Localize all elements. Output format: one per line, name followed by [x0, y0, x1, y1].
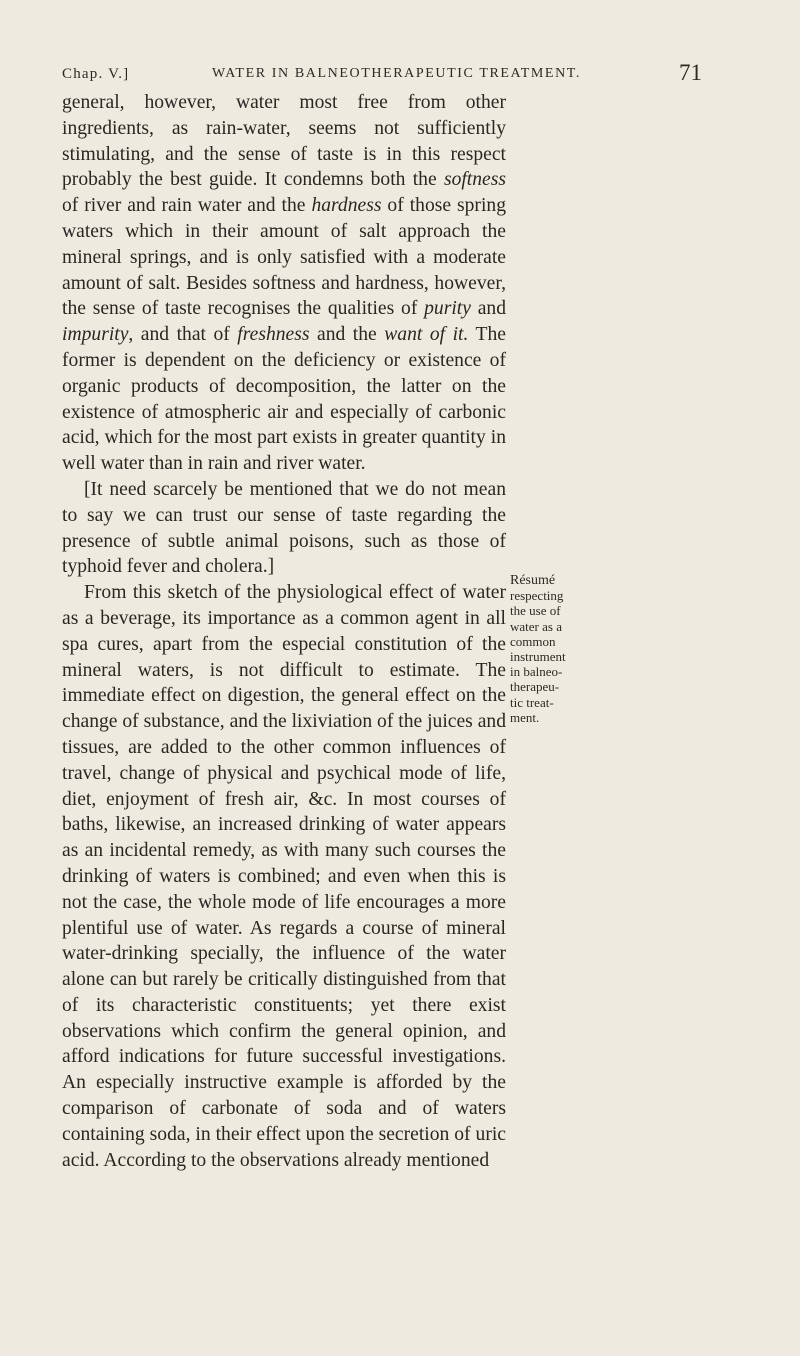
margin-note-line: instrument: [510, 649, 566, 665]
chapter-label: Chap. V.]: [62, 66, 130, 82]
emphasis-softness: softness: [443, 169, 506, 191]
margin-note-line: common: [510, 633, 556, 649]
emphasis-hardness: hardness: [311, 195, 382, 217]
paragraph-bracket-note: [It need scarcely be mentioned that we do not mean to say we can trust our sense of taste regarding the presence of subtle animal poisons, such as those of typhoid fever and cholera.]: [62, 478, 506, 578]
margin-note-line: the use of: [510, 603, 561, 619]
margin-note-line: in balneo-: [510, 664, 563, 680]
emphasis-impurity: impurity: [62, 324, 129, 346]
paragraph-resume: From this sketch of the physiological effect of water as a beverage, its importance as a common agent in all spa cures, apart from the especial constitution of the mineral waters, is not difficult to estimate. The immediate effect on digestion, the general effect on the change of substance, and the lixiviation of the juices and tissues, are added to the other common influences of travel, change of physical and psychical mode of life, diet, enjoyment of fresh air, &c. In most courses of baths, likewise, an increased drinking of water appears as an incidental remedy, as with many such courses the drinking of waters is combined; and even when this is not the case, the whole mode of life encourages a more plentiful use of water. As regards a course of mineral water-drinking specially, the influence of the water alone can but rarely be critically distinguished from that of its characteristic constituents; yet there exist observations which confirm the general opinion, and afford indications for future successful investigations. An especially instructive example is afforded by the comparison of carbonate of soda and of waters containing soda, in their effect upon the secretion of uric acid. According to the observations already mentioned: [62, 582, 506, 1171]
paragraph-taste: [62, 90, 506, 477]
margin-note-line: tic treat-: [510, 694, 554, 710]
body-text: [62, 90, 506, 1173]
margin-note: [510, 573, 582, 725]
page-number: 71: [679, 60, 702, 85]
text-run: of river and rain water and the: [62, 195, 312, 217]
running-head: [62, 60, 702, 90]
text-run: The former is dependent on the deficiency or existence of organic products of decomposition, the latter on the existence of atmospheric air and especially of carbonic acid, which for the most part exists in greater quantity in well water than in rain and river water.: [62, 324, 506, 475]
margin-note-line: water as a: [510, 618, 562, 634]
text-run: and the: [309, 324, 385, 346]
emphasis-want-of-it: want of it.: [384, 324, 469, 346]
margin-note-line: therapeu-: [510, 679, 560, 695]
margin-note-line: respecting: [510, 588, 564, 604]
text-run: general, however, water most free from other ingredients, as rain-water, seems not sufficiently stimulating, and the sense of taste is in this respect probably the best guide. It condemns both the: [62, 92, 506, 191]
text-run: and: [470, 298, 506, 320]
emphasis-purity: purity: [424, 298, 471, 320]
emphasis-freshness: freshness: [237, 324, 310, 346]
margin-note-line: Résumé: [510, 573, 556, 588]
text-run: of those spring waters which in their amount of salt approach the mineral springs, and is only satisfied with a moderate amount of salt. Besides softness and hardness, however, the sense of taste recognises the qualities of: [62, 195, 506, 320]
margin-note-line: ment.: [510, 709, 540, 725]
running-title: WATER IN BALNEOTHERAPEUTIC TREATMENT.: [212, 66, 581, 81]
text-run: , and that of: [128, 324, 238, 346]
